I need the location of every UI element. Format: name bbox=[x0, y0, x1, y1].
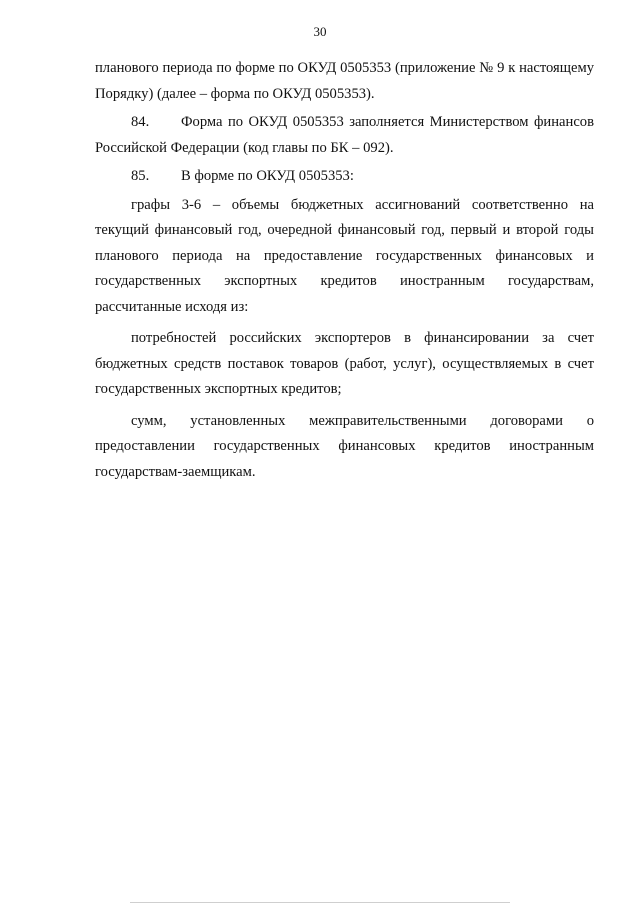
paragraph-84-text: Форма по ОКУД 0505353 заполняется Министерством финансов Российской Федерации (код главы по БК – 092). bbox=[95, 114, 594, 156]
paragraph-number-84: 84. bbox=[131, 114, 150, 130]
paragraph-85-text: В форме по ОКУД 0505353: bbox=[181, 168, 354, 184]
paragraph-number-85: 85. bbox=[131, 168, 150, 184]
paragraph-continuation: планового периода по форме по ОКУД 0505353 (приложение № 9 к настоящему Порядку) (далее – форма по ОКУД 0505353). bbox=[95, 60, 594, 102]
page-number: 30 bbox=[313, 24, 327, 39]
paragraph-exporters-needs: потребностей российских экспортеров в финансировании за счет бюджетных средств поставок товаров (работ, услуг), осуществляемых в счет государственных экспортных кредитов; bbox=[95, 330, 594, 397]
scan-edge-line bbox=[130, 902, 510, 903]
paragraph-84 bbox=[95, 110, 594, 161]
paragraph-intergovernmental-sums: сумм, установленных межправительственными договорами о предоставлении государственных финансовых кредитов иностранным государствам-заемщикам. bbox=[95, 412, 594, 480]
paragraph-columns-3-6: графы 3-6 – объемы бюджетных ассигнований соответственно на текущий финансовый год, очередной финансовый год, первый и второй годы планового периода на предоставление государственных финансовых и государственных экспортных кредитов иностранным государствам, рассчитанные исходя из: bbox=[95, 196, 594, 315]
paragraph-85 bbox=[95, 164, 594, 190]
document-body bbox=[95, 56, 594, 485]
